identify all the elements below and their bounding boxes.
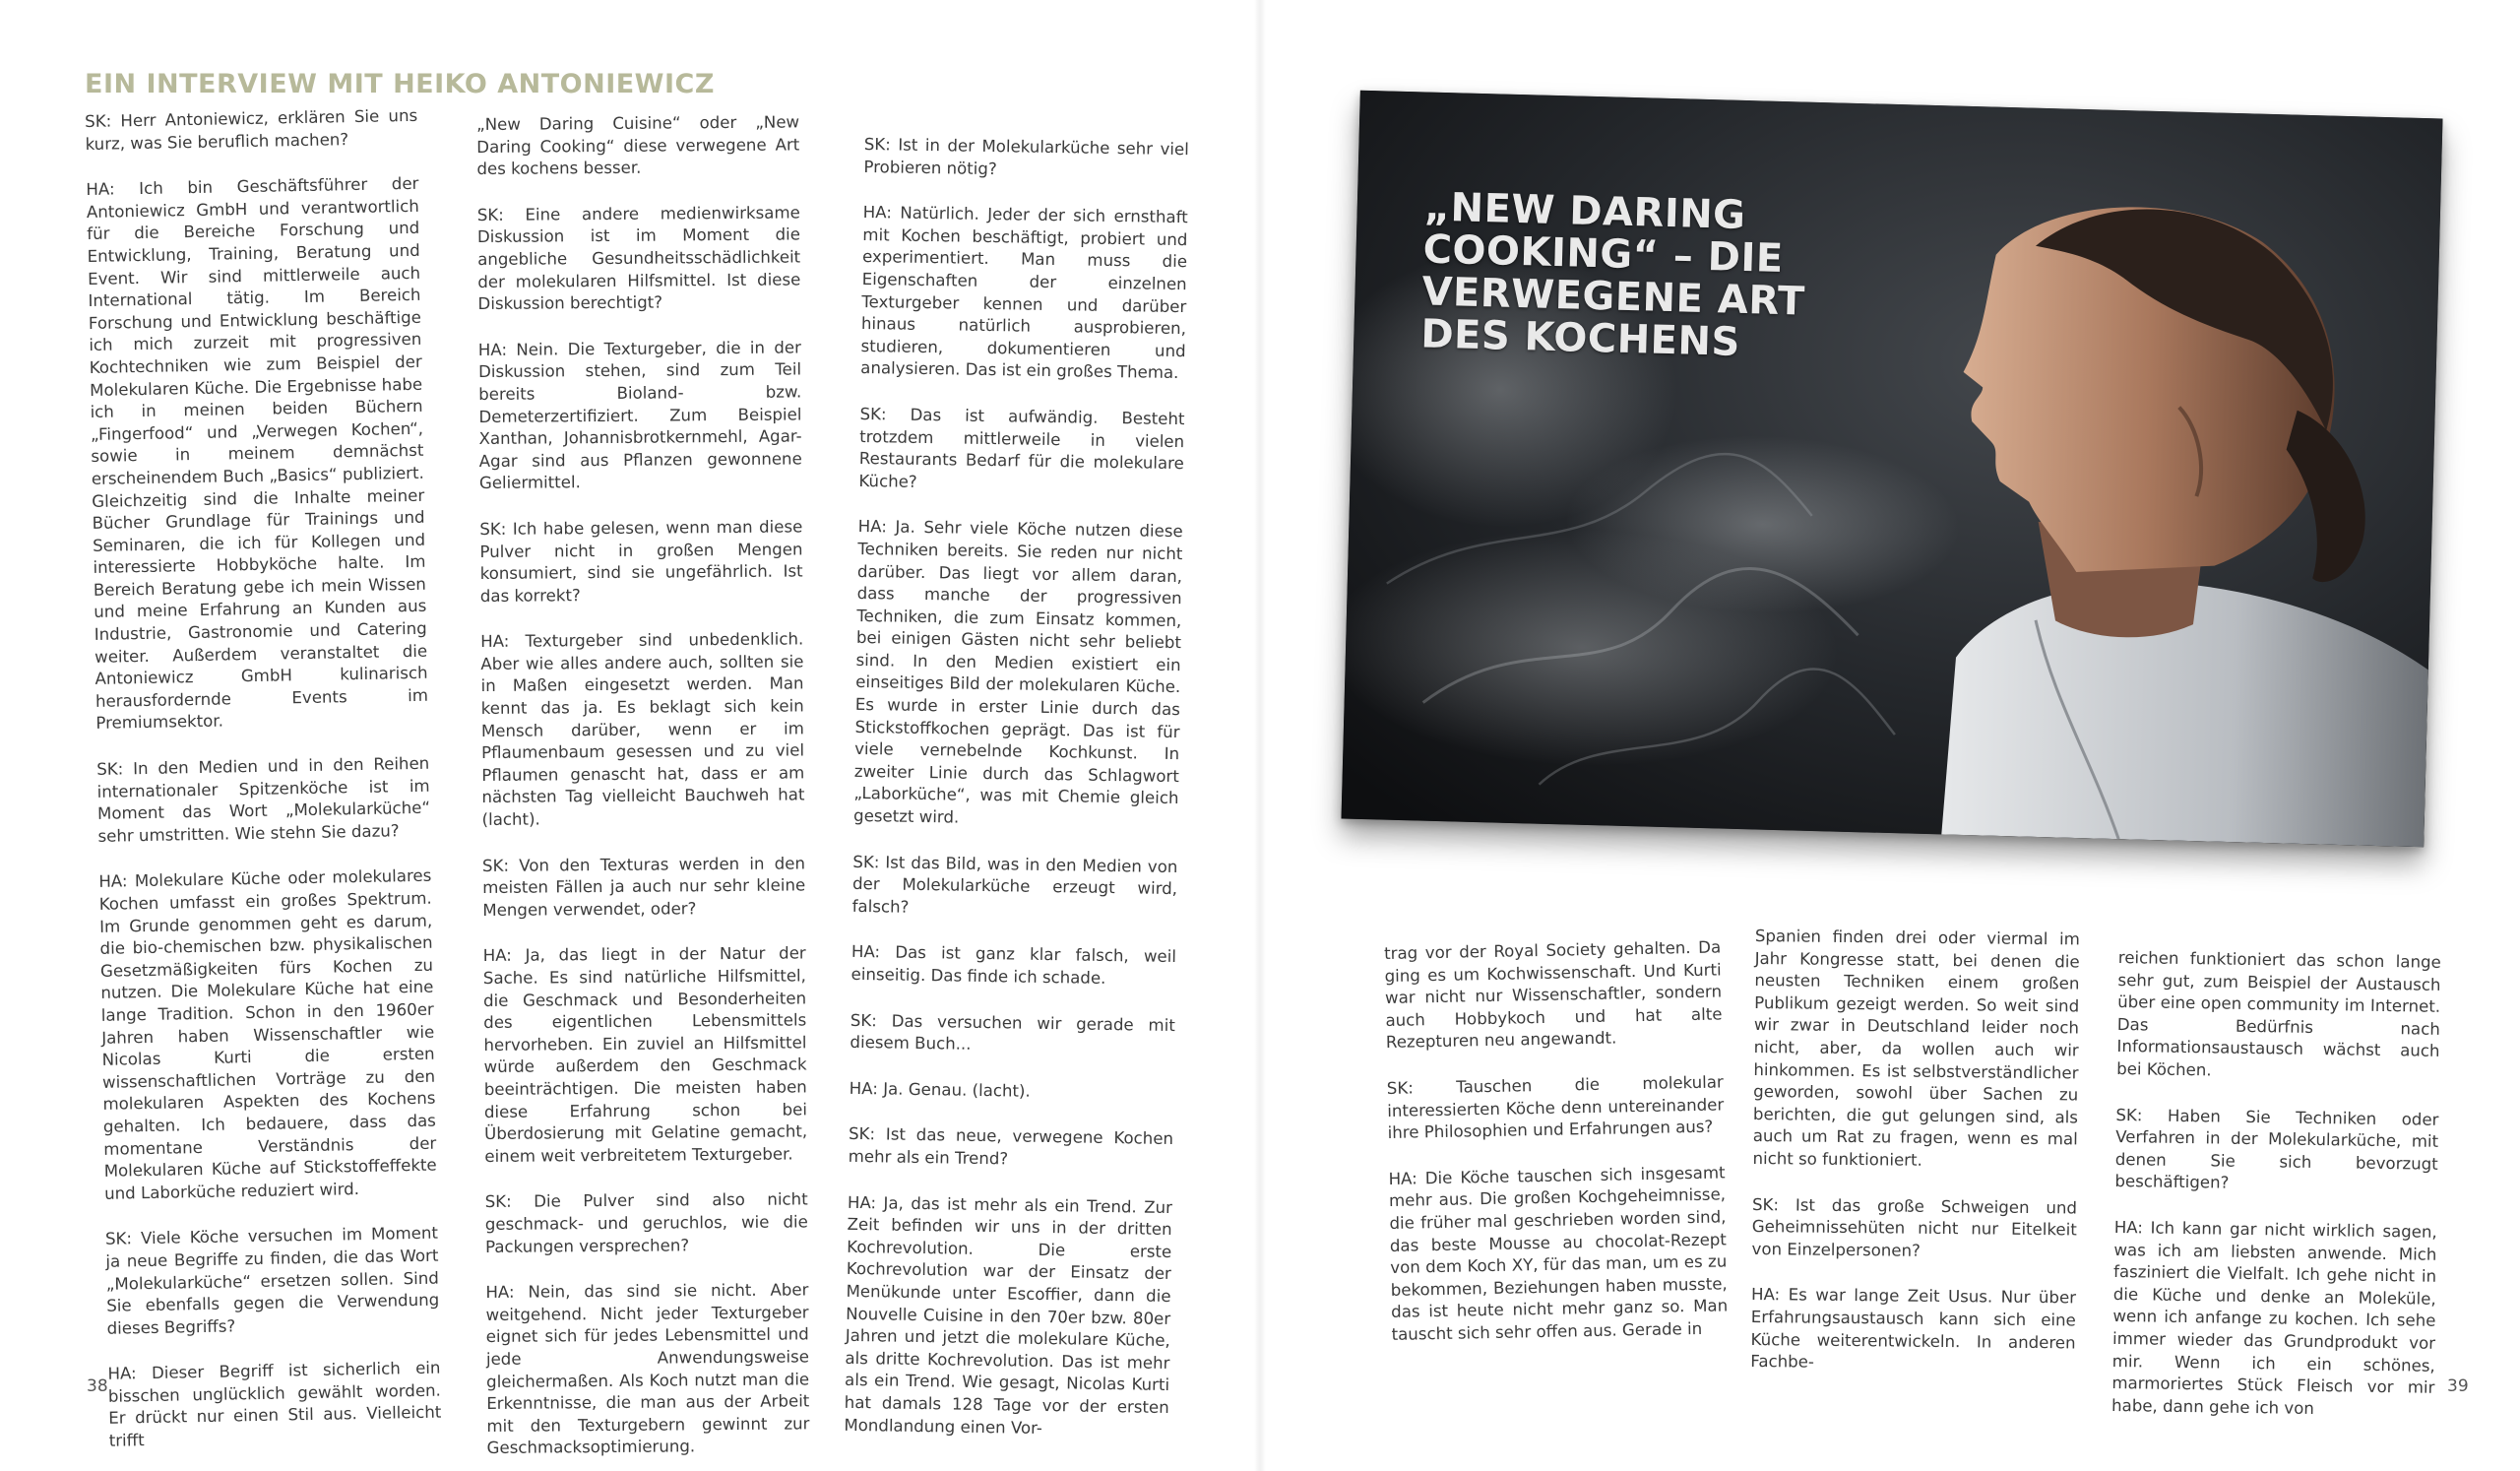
text-column-6 bbox=[2111, 947, 2441, 1422]
paragraph: SK: Viele Köche versuchen im Moment ja neue Begriffe zu finden, die das Wort „Molekularküche“ ersetzen sollen. Sind Sie ebenfalls gegen die Verwendung dieses Begriffs? bbox=[104, 1223, 440, 1338]
page-gutter bbox=[1254, 0, 1266, 1471]
paragraph: trag vor der Royal Society gehalten. Da ging es um Kochwissenschaft. Und Kurti war nicht nur Wissenschaftler, sondern auch Hobbykoch und hat alte Rezepturen neu angewandt. bbox=[1384, 937, 1723, 1053]
photo-headline-line-3: VERWEGENE ART bbox=[1420, 269, 1806, 325]
paragraph: HA: Ja, das ist mehr als ein Trend. Zur Zeit befinden wir uns in der dritten Kochrevolution. Die erste Kochrevolution war der Einsatz der Menükunde unter Escoffier, dann die Nouvelle Cuisine in den 70er bzw. 80er Jahren und jetzt die molekulare Küche, als dritte Kochrevolution. Das ist mehr als ein Trend. Wie gesagt, Nicolas Kurti hat damals 128 Tage vor der ersten Mondlandung einen Vor- bbox=[844, 1192, 1173, 1438]
paragraph: SK: Ich habe gelesen, wenn man diese Pulver nicht in großen Mengen konsumiert, sind sie ungefährlich. Ist das korrekt? bbox=[479, 517, 803, 606]
paragraph: SK: Das versuchen wir gerade mit diesem Buch... bbox=[850, 1010, 1175, 1055]
paragraph: „New Daring Cuisine“ oder „New Daring Cooking“ diese verwegene Art des kochens besser. bbox=[476, 112, 800, 179]
text-column-2 bbox=[476, 111, 810, 1459]
text-column-4 bbox=[1384, 936, 1729, 1346]
paragraph: SK: Ist das neue, verwegene Kochen mehr als ein Trend? bbox=[848, 1124, 1174, 1169]
paragraph: SK: Die Pulver sind also nicht geschmack- und geruchlos, wie die Packungen versprechen? bbox=[484, 1189, 808, 1256]
paragraph: SK: Eine andere medienwirksame Diskussion ist im Moment die angebliche Gesundheitsschädlichkeit der molekularen Hilfsmittel. Ist diese Diskussion berechtigt? bbox=[476, 203, 801, 314]
text-column-1 bbox=[85, 105, 442, 1453]
paragraph: HA: Natürlich. Jeder der sich ernsthaft mit Kochen beschäftigt, probiert und experimentiert. Man muss die Eigenschaften der einzelnen Texturgeber kennen und darüber hinaus natürlich ausprobieren, studieren, dokumentieren und analysieren. Das ist ein großes Thema. bbox=[860, 203, 1188, 383]
paragraph: SK: Haben Sie Techniken oder Verfahren in der Molekularküche, mit denen Sie sich bevorzugt beschäftigen? bbox=[2114, 1105, 2439, 1193]
paragraph: SK: Das ist aufwändig. Besteht trotzdem mittlerweile in vielen Restaurants Bedarf für die molekulare Küche? bbox=[858, 404, 1185, 491]
paragraph: HA: Nein, das sind sie nicht. Aber weitgehend. Nicht jeder Texturgeber eignet sich für jedes Lebensmittel und jede Anwendungsweise gleichermaßen. Als Koch nutzt man die Erkenntnisse, die man aus der Arbeit mit den Texturgebern gewinnt zur Geschmacksoptimierung. bbox=[485, 1280, 810, 1458]
paragraph: HA: Dieser Begriff ist sicherlich ein bisschen unglücklich gewählt worden. Er drückt nur einen Stil aus. Vielleicht trifft bbox=[107, 1358, 442, 1450]
text-column-3 bbox=[844, 134, 1189, 1441]
paragraph: HA: Texturgeber sind unbedenklich. Aber wie alles andere auch, sollten sie in Maßen eingesetzt werden. Man kennt das ja. Es beklagt sich kein Mensch darüber, wenn er im Pflaumenbaum gesessen und zu viel Pflaumen genascht hat, dass er am nächsten Tag vielleicht Bauchweh hat (lacht). bbox=[480, 629, 805, 830]
photo-headline-line-2: COOKING“ – DIE bbox=[1422, 226, 1785, 283]
interview-headline: EIN INTERVIEW MIT HEIKO ANTONIEWICZ bbox=[85, 69, 715, 99]
paragraph: SK: Von den Texturas werden in den meisten Fällen ja auch nur sehr kleine Mengen verwendet, oder? bbox=[481, 854, 806, 920]
paragraph: HA: Nein. Die Texturgeber, die in der Diskussion stehen, sind zum Teil bereits Bioland- bzw. Demeterzertifiziert. Zum Beispiel Xanthan, Johannisbrotkernmehl, Agar-Agar sind aus Pflanzen gewonnene Geliermittel. bbox=[477, 338, 802, 493]
text-column-5 bbox=[1750, 926, 2080, 1376]
paragraph: SK: Ist in der Molekularküche sehr viel Probieren nötig? bbox=[863, 134, 1189, 178]
paragraph: SK: In den Medien und in den Reihen internationaler Spitzenköche ist im Moment das Wort „Molekularküche“ sehr umstritten. Wie stehn Sie dazu? bbox=[96, 753, 431, 846]
paragraph: HA: Das ist ganz klar falsch, weil einseitig. Das finde ich schade. bbox=[850, 942, 1177, 988]
paragraph: SK: Tauschen die molekular interessierten Köche denn untereinander ihre Philosophien und Erfahrungen aus? bbox=[1386, 1072, 1725, 1143]
paragraph: HA: Ja. Genau. (lacht). bbox=[849, 1078, 1031, 1101]
chef-portrait-photo bbox=[1342, 91, 2443, 848]
photo-headline bbox=[1420, 186, 1936, 369]
paragraph: SK: Ist das Bild, was in den Medien von der Molekularküche erzeugt wird, falsch? bbox=[851, 852, 1178, 917]
paragraph: HA: Die Köche tauschen sich insgesamt mehr aus. Die großen Kochgeheimnisse, die früher mal geschrieben worden sind, das beste Mousse au chocolat-Rezept von dem Koch XY, für das man, um es zu bekommen, Beziehungen haben musste, das ist heute nicht mehr ganz so. Man tauscht sich sehr offen aus. Gerade in bbox=[1388, 1163, 1729, 1344]
page-number-left: 38 bbox=[87, 1376, 108, 1396]
page-number-right: 39 bbox=[2447, 1376, 2469, 1396]
photo-headline-line-4: DES KOCHENS bbox=[1419, 311, 1741, 365]
paragraph: HA: Ich bin Geschäftsführer der Antoniewicz GmbH und verantwortlich für die Bereiche Forschung und Entwicklung, Training, Beratung und Event. Wir sind mittlerweile auch International tätig. Im Bereich Forschung und Entwicklung beschäftige ich mich zurzeit mit progressiven Kochtechniken wie zum Beispiel der Molekularen Küche. Die Ergebnisse habe ich in meinen beiden Büchern „Fingerfood“ und „Verwegen Kochen“, sowie in meinem demnächst erscheinendem Buch „Basics“ publiziert. Gleichzeitig sind die Inhalte meiner Bücher Grundlage für Trainings und Seminaren, die ich für Kollegen und interessierte Hobbyköche halte. Im Bereich Beratung gebe ich mein Wissen und meine Erfahrung an Kunden aus Industrie, Gastronomie und Catering weiter. Außerdem veranstaltet die Antoniewicz GmbH kulinarisch herausfordernde Events im Premiumsektor. bbox=[86, 173, 429, 734]
paragraph: HA: Molekulare Küche oder molekulares Kochen umfasst ein großes Spektrum. Im Grunde genommen geht es darum, die bio-chemischen bzw. physikalischen Gesetzmäßigkeiten fürs Kochen zu nutzen. Die Molekulare Küche hat eine lange Tradition. Schon in den 1960er Jahren haben Wissenschaftler wie Nicolas Kurti die ersten wissenschaftlichen Vorträge zu den molekularen Aspekten des Kochens gehalten. Ich bedauere, dass das momentane Verständnis der Molekularen Küche auf Stickstoffeffekte und Laborküche reduziert wird. bbox=[98, 866, 437, 1203]
paragraph: HA: Ich kann gar nicht wirklich sagen, was ich am liebsten anwende. Mich fasziniert die Vielfalt. Ich gehe nicht in die Küche und denke an Moleküle, wenn ich anfange zu kochen. Ich sehe immer wieder das Grundprodukt vor mir. Wenn ich ein schönes, marmoriertes Stück Fleisch vor mir habe, dann gehe ich von bbox=[2110, 1217, 2437, 1418]
paragraph: HA: Es war lange Zeit Usus. Nur über Erfahrungsaustausch kann sich eine Küche weiterentwickeln. In anderen Fachbe- bbox=[1750, 1285, 2077, 1372]
paragraph: reichen funktioniert das schon lange sehr gut, zum Beispiel der Austausch über eine open community im Internet. Das Bedürfnis nach Informationsaustausch wächst auch bei Köchen. bbox=[2116, 947, 2441, 1080]
paragraph: SK: Herr Antoniewicz, erklären Sie uns kurz, was Sie beruflich machen? bbox=[85, 105, 418, 154]
paragraph: SK: Ist das große Schweigen und Geheimnissehüten nicht nur Eitelkeit von Einzelpersonen? bbox=[1751, 1194, 2078, 1260]
paragraph: Spanien finden drei oder viermal im Jahr Kongresse statt, bei denen die neusten Techniken einem großen Publikum gezeigt werden. So weit sind wir zwar in Deutschland leider noch nicht, aber, da wollen auch wir hinkommen. Es ist selbstverständlicher geworden, sowohl über Sachen zu berichten, die gut gelungen sind, als auch um Rat zu fragen, wenn es mal nicht so funktioniert. bbox=[1752, 926, 2080, 1170]
photo-headline-line-1: „NEW DARING bbox=[1423, 184, 1747, 239]
paragraph: HA: Ja, das liegt in der Natur der Sache. Es sind natürliche Hilfsmittel, die Geschmack und Besonderheiten des eigentlichen Lebensmittels hervorheben. Ein zuviel an Hilfsmittel würde außerdem den Geschmack beeinträchtigen. Die meisten haben diese Erfahrung schon bei Überdosierung mit Gelatine gemacht, einem weit verbreitetem Texturgeber. bbox=[482, 943, 808, 1166]
paragraph: HA: Ja. Sehr viele Köche nutzen diese Techniken bereits. Sie reden nur nicht darüber. Das liegt vor allem daran, dass manche der progressiven Techniken, die zum Einsatz kommen, bei einigen Gästen nicht sehr beliebt sind. In den Medien existiert ein einseitiges Bild der molekularen Küche. Es wurde in erster Linie durch das Stickstoffkochen geprägt. Das ist für viele vernebelnde Kochkunst. In zweiter Linie durch das Schlagwort „Laborküche“, was mit Chemie gleich gesetzt wird. bbox=[852, 517, 1183, 827]
